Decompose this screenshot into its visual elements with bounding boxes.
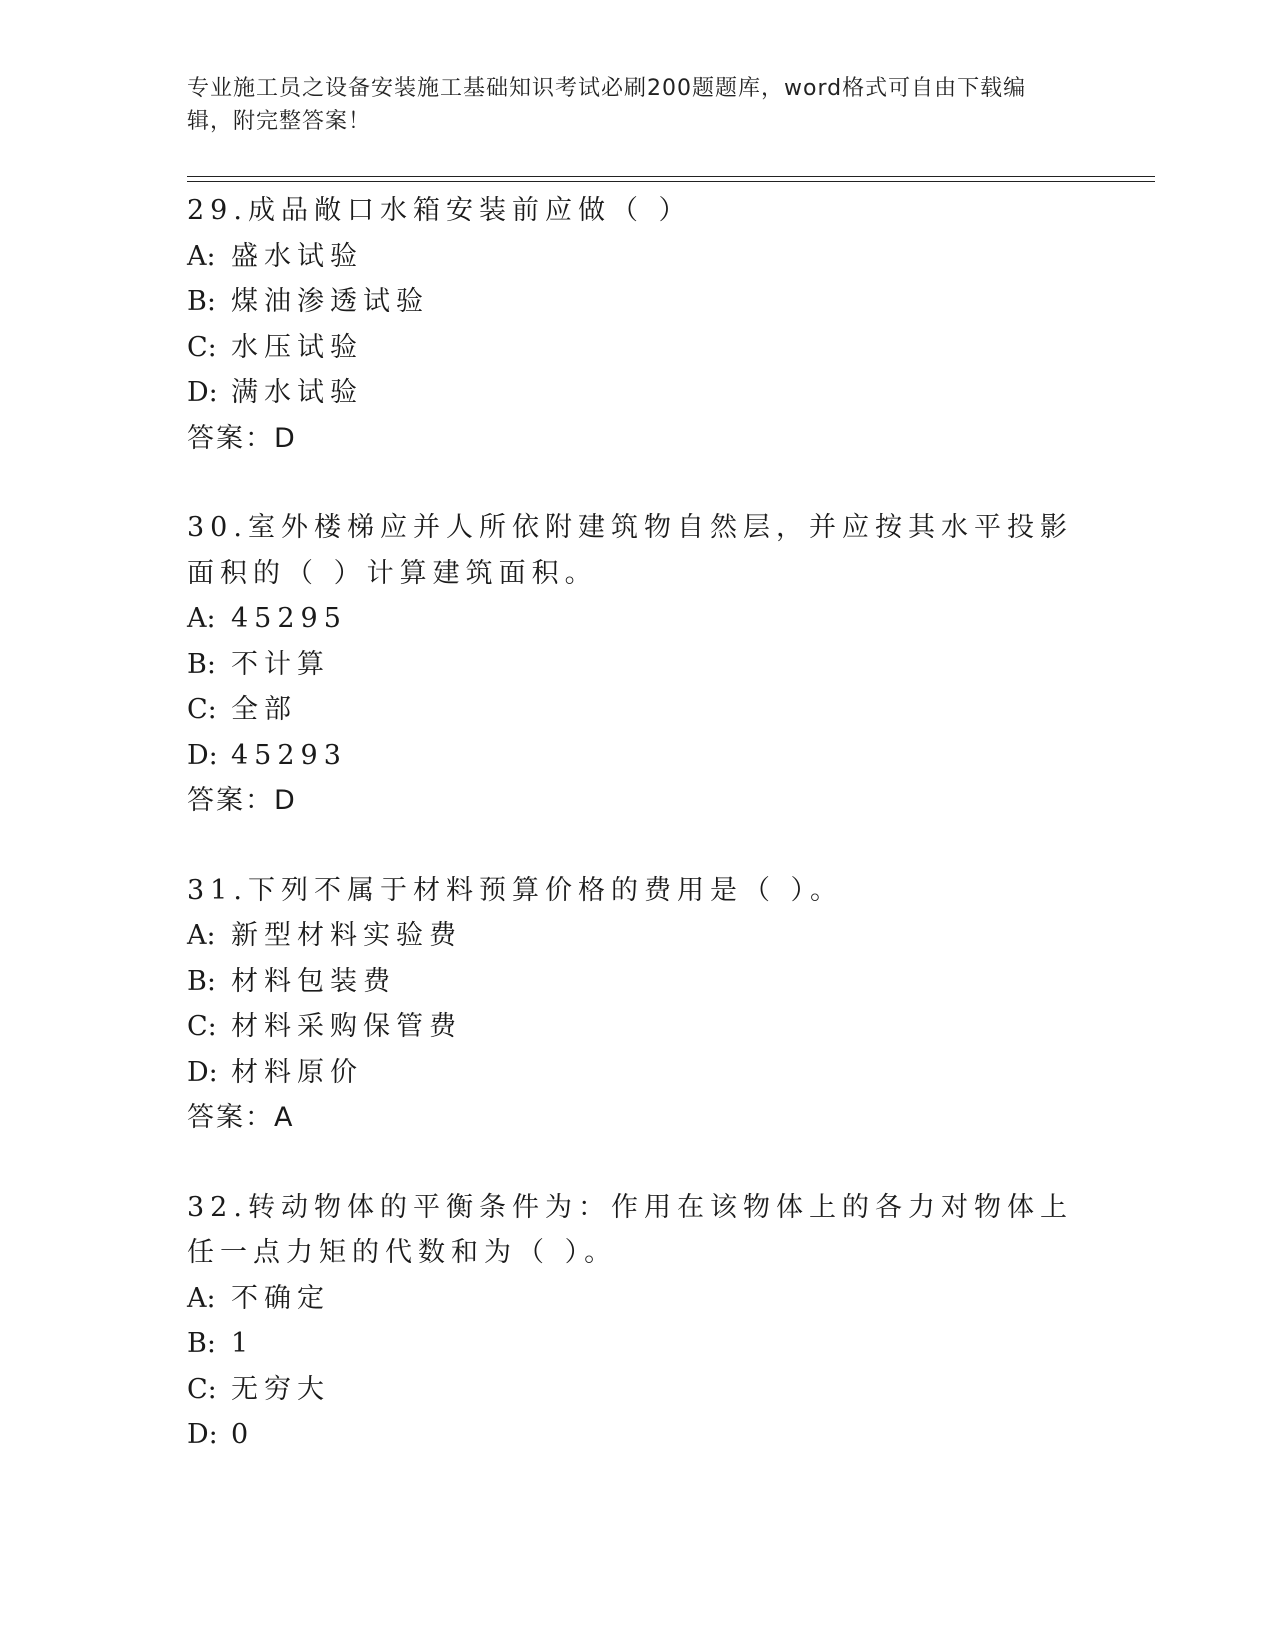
option-letter: D:	[187, 739, 218, 771]
option-letter: A:	[187, 240, 216, 272]
question-30	[187, 505, 1087, 824]
option-text: 材料采购保管费	[231, 1011, 462, 1042]
option-a	[187, 913, 1087, 959]
option-text: 材料原价	[231, 1056, 363, 1088]
option-letter: B:	[187, 648, 216, 680]
option-text: 1	[231, 1328, 255, 1359]
option-letter: D:	[187, 1056, 218, 1088]
option-letter: D:	[187, 377, 218, 408]
option-text: 全部	[231, 694, 297, 725]
option-letter: A:	[187, 603, 216, 634]
option-text: 新型材料实验费	[231, 920, 462, 951]
option-letter: D:	[187, 1419, 218, 1450]
question-31	[187, 868, 1087, 1141]
header-divider-top	[187, 176, 1155, 177]
option-d	[187, 370, 1087, 416]
option-text: 不确定	[231, 1282, 330, 1314]
question-list	[187, 188, 1087, 1502]
question-stem: 31.下列不属于材料预算价格的费用是（ ）。	[187, 874, 844, 906]
option-text: 不计算	[231, 648, 330, 680]
option-d	[187, 733, 1087, 779]
option-letter: C:	[187, 1011, 217, 1042]
option-a	[187, 234, 1087, 280]
option-c	[187, 1004, 1087, 1050]
option-c	[187, 325, 1087, 371]
option-letter: B:	[187, 286, 216, 317]
option-letter: A:	[187, 920, 216, 951]
question-stem: 29.成品敞口水箱安装前应做（ ）	[187, 195, 692, 226]
option-d	[187, 1050, 1087, 1096]
question-stem: 32.转动物体的平衡条件为：作用在该物体上的各力对物体上任一点力矩的代数和为（ ）。	[187, 1191, 1073, 1268]
option-letter: B:	[187, 1328, 216, 1359]
question-stem: 30.室外楼梯应并人所依附建筑物自然层，并应按其水平投影面积的（ ）计算建筑面积。	[187, 512, 1073, 589]
option-letter: A:	[187, 1282, 216, 1314]
option-text: 满水试验	[231, 377, 363, 408]
answer-line: 答案：D	[187, 422, 297, 454]
answer-line: 答案：D	[187, 785, 297, 816]
header-divider-bottom	[187, 181, 1155, 182]
question-29	[187, 188, 1087, 461]
option-letter: C:	[187, 694, 217, 725]
option-text: 盛水试验	[231, 240, 363, 272]
option-b	[187, 1321, 1087, 1367]
option-text: 45293	[231, 739, 347, 771]
option-letter: B:	[187, 965, 216, 997]
option-letter: C:	[187, 1373, 217, 1405]
option-text: 0	[231, 1419, 255, 1450]
question-32	[187, 1185, 1087, 1458]
option-b	[187, 279, 1087, 325]
option-text: 煤油渗透试验	[231, 286, 429, 317]
option-text: 水压试验	[231, 331, 363, 363]
option-d	[187, 1412, 1087, 1458]
option-c	[187, 1367, 1087, 1413]
option-b	[187, 642, 1087, 688]
option-b	[187, 959, 1087, 1005]
option-a	[187, 1276, 1087, 1322]
option-text: 无穷大	[231, 1373, 330, 1405]
option-text: 材料包装费	[231, 965, 396, 997]
option-c	[187, 687, 1087, 733]
answer-line: 答案：A	[187, 1102, 295, 1133]
option-text: 45295	[231, 603, 347, 634]
document-header: 专业施工员之设备安装施工基础知识考试必刷200题题库，word格式可自由下载编辑，附完整答案！	[187, 76, 1027, 134]
option-letter: C:	[187, 331, 217, 363]
option-a	[187, 596, 1087, 642]
